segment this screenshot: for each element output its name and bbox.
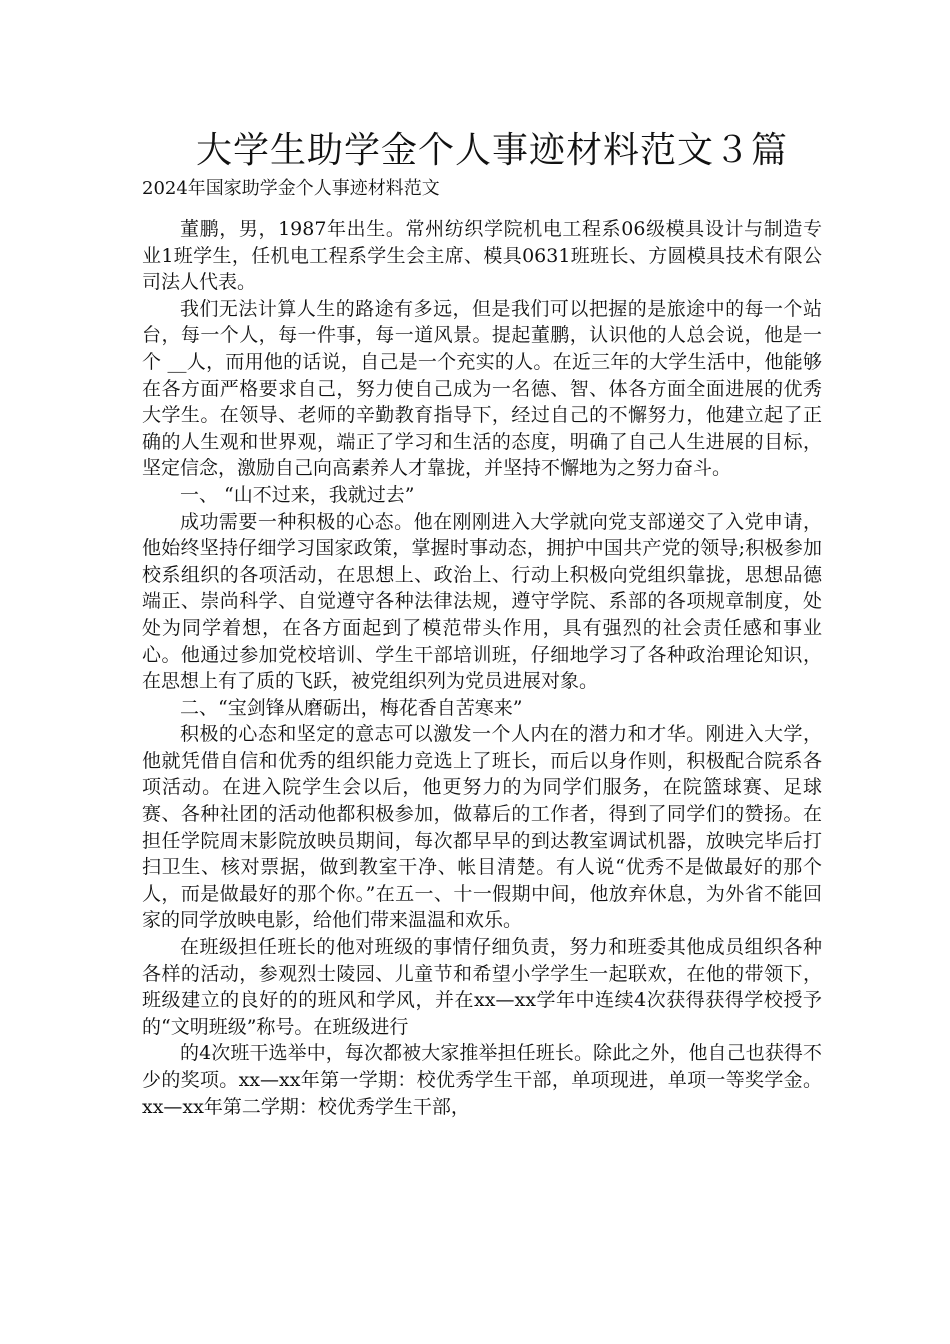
paragraph-section-2: 积极的心态和坚定的意志可以激发一个人内在的潜力和才华。刚进入大学，他就凭借自信和优秀的组织能力竞选上了班长，而后以身作则，积极配合院系各项活动。在进入院学生会以后，他更努力的为同学们服务，在院篮球赛、足球赛、各种社团的活动他都积极参加，做幕后的工作者，得到了同学们的赞扬。在担任学院周末影院放映员期间，每次都早早的到达教室调试机器，放映完毕后打扫卫生、核对票据，做到教室干净、帐目清楚。有人说“优秀不是做最好的那个人，而是做最好的那个你。”在五一、十一假期中间，他放弃休息，为外省不能回家的同学放映电影，给他们带来温温和欢乐。 [142, 723, 822, 932]
paragraph-overview: 我们无法计算人生的路途有多远，但是我们可以把握的是旅途中的每一个站台，每一个人，每一件事，每一道风景。提起董鹏，认识他的人总会说，他是一个 __人，而用他的话说，自己是一个充实的人。在近三年的大学生活中，他能够在各方面严格要求自己，努力使自己成为一名德、智、体各方面全面进展的优秀大学生。在领导、老师的辛勤教育指导下，经过自己的不懈努力，他建立起了正确的人生观和世界观，端正了学习和生活的态度，明确了自己人生进展的目标，坚定信念，激励自己向高素养人才靠拢，并坚持不懈地为之努力奋斗。 [142, 297, 822, 480]
paragraph-intro: 董鹏，男，1987年出生。常州纺织学院机电工程系06级模具设计与制造专业1班学生，任机电工程系学生会主席、模具0631班班长、方圆模具技术有限公司法人代表。 [142, 218, 822, 294]
document-title: 大学生助学金个人事迹材料范文３篇 [195, 130, 788, 171]
document-page [142, 126, 822, 1120]
paragraph-class-monitor: 在班级担任班长的他对班级的事情仔细负责，努力和班委其他成员组织各种各样的活动，参观烈士陵园、儿童节和希望小学学生一起联欢，在他的带领下，班级建立的良好的的班风和学风，并在xx—xx学年中连续4次获得获得学校授予的“文明班级”称号。在班级进行 [142, 936, 822, 1038]
paragraph-awards: 的4次班干选举中，每次都被大家推举担任班长。除此之外，他自己也获得不少的奖项。xx—xx年第一学期：校优秀学生干部，单项现进，单项一等奖学金。xx—xx年第二学期：校优秀学生干部， [142, 1042, 822, 1118]
paragraph-section-1: 成功需要一种积极的心态。他在刚刚进入大学就向党支部递交了入党申请，他始终坚持仔细学习国家政策，掌握时事动态，拥护中国共产党的领导;积极参加校系组织的各项活动，在思想上、政治上、行动上积极向党组织靠拢，思想品德端正、崇尚科学、自觉遵守各种法律法规，遵守学院、系部的各项规章制度，处处为同学着想，在各方面起到了模范带头作用，具有强烈的社会责任感和事业心。他通过参加党校培训、学生干部培训班，仔细地学习了各种政治理论知识，在思想上有了质的飞跃，被党组织列为党员进展对象。 [142, 510, 822, 693]
section-heading-2: 二、“宝剑锋从磨砺出，梅花香自苦寒来” [180, 696, 523, 719]
section-heading-1: 一、 “山不过来，我就过去” [180, 483, 415, 506]
document-subtitle: 2024年国家助学金个人事迹材料范文 [142, 178, 440, 199]
